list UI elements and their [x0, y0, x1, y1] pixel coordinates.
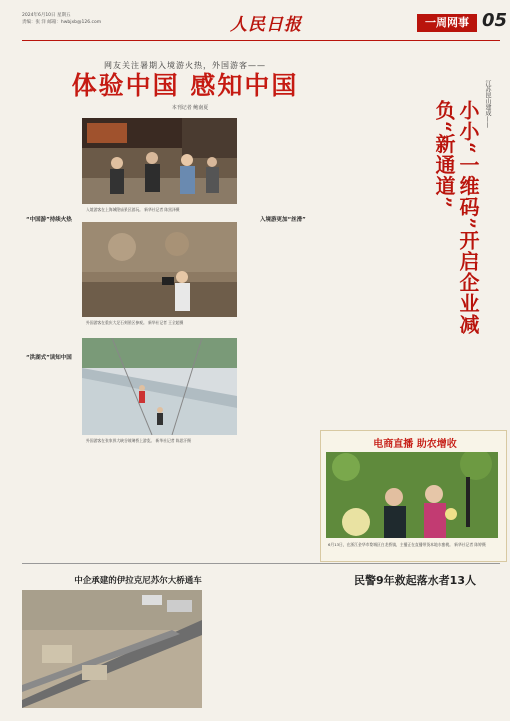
section-subhead: “洪湖式”读知中国: [26, 355, 72, 361]
photo-caption: 6月13日，在浙江金华市婺城区白龙桥镇，主播正在直播带货本地水蜜桃。 新华社记者 陈婷摄: [328, 542, 486, 547]
photo-caption: 外国游客在张家界大峡谷玻璃桥上游览。 新华社记者 陈思汗摄: [86, 438, 191, 443]
body-text-column: [118, 452, 308, 547]
body-text-column: [318, 40, 440, 425]
lead-photo-glass-bridge: [82, 338, 237, 435]
masthead: [22, 10, 508, 41]
lead-kicker: 网友关注暑期入境游火热，外国游客——: [104, 61, 266, 70]
feature-box-title: 电商直播 助农增收: [373, 439, 457, 450]
lead-headline: 体验中国 感知中国: [71, 71, 299, 100]
newspaper-logo: 人民日报: [230, 15, 302, 35]
body-text-column: [22, 430, 78, 550]
lead-photo-street: [82, 118, 237, 204]
masthead-meta: [22, 12, 101, 26]
editor-line: 责编：张 洋 邮箱：hwbjxb@126.com: [22, 20, 102, 25]
bottom-right-title: 民警9年救起落水者13人: [354, 574, 476, 587]
bridge-aerial-photo: [22, 590, 202, 708]
body-text-column: [318, 592, 500, 710]
lead-byline: 本刊记者 鲍南夏: [171, 105, 209, 111]
photo-caption: 外国游客在重庆大足石刻景区参观。 新华社记者 王全超摄: [86, 320, 184, 325]
lead-photo-grotto: [82, 222, 237, 317]
page-number: 05: [482, 10, 508, 31]
bottom-left-title: 中企承建的伊拉克尼苏尔大桥通车: [74, 576, 202, 586]
photo-caption: 入境游客在上海城隍庙景区游玩。 新华社记者 陈黑泽摄: [86, 207, 180, 212]
body-text-column: [22, 118, 78, 428]
feature-box-photo: [326, 452, 498, 538]
section-divider: [22, 563, 500, 564]
body-text-column: [242, 118, 308, 198]
section-label: 一周网事: [417, 14, 477, 32]
body-text-column: [208, 582, 308, 708]
right-story-title: 小小“一维码”开启企业减负“新通道”: [432, 100, 480, 336]
right-story-title-block: [432, 80, 492, 360]
section-subhead: “中国游”持续火热: [26, 217, 72, 223]
date-line: 2024年6月10日 星期五: [22, 13, 71, 18]
section-subhead: 入境游更加“丝滑”: [260, 217, 306, 223]
right-story-kicker: 江苏昆山建成——: [484, 80, 491, 128]
